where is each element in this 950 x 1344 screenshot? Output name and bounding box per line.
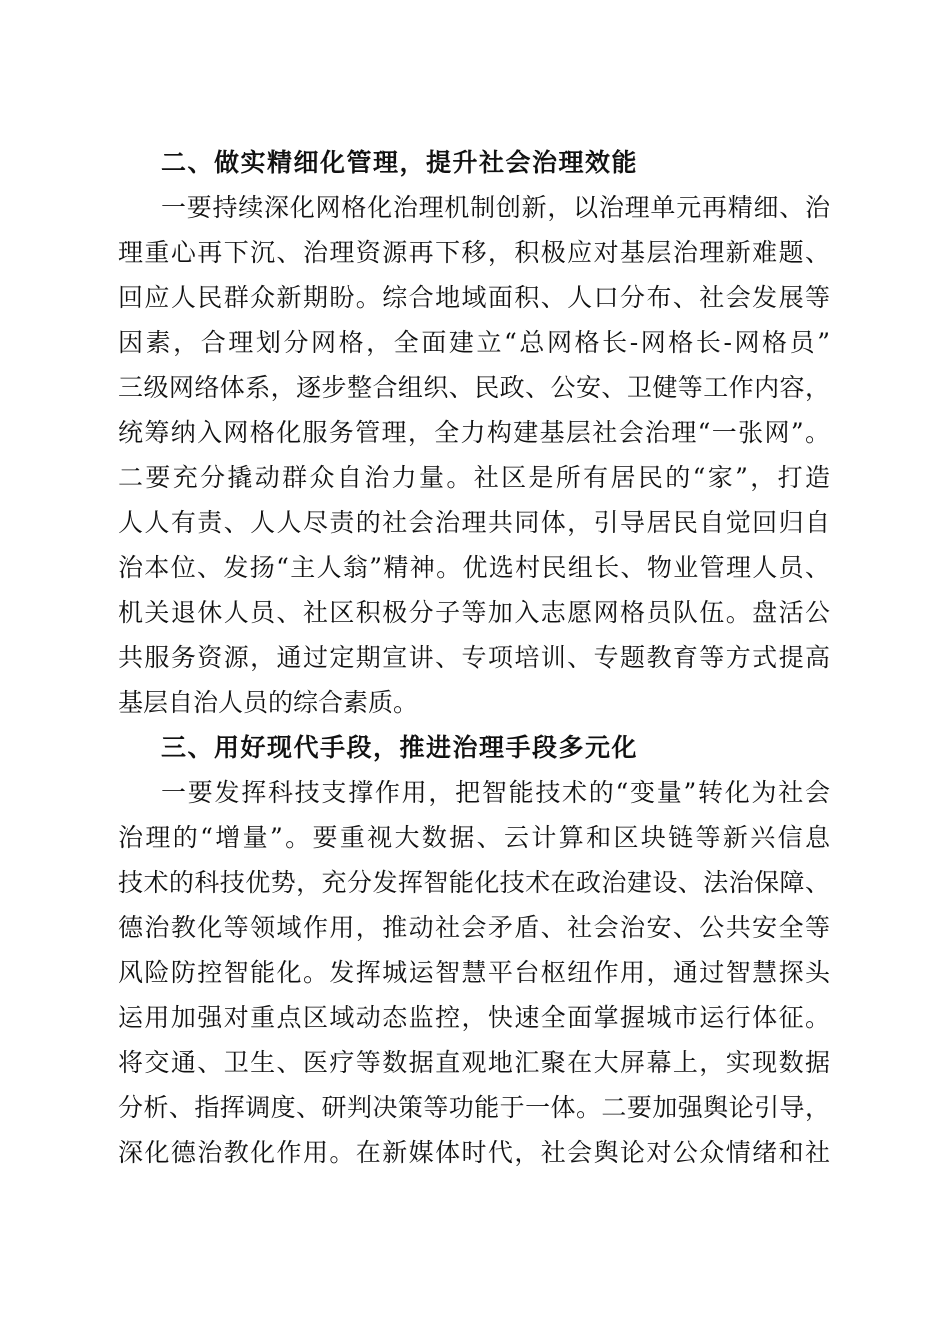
text-line: 理重心再下沉、治理资源再下移，积极应对基层治理新难题、 bbox=[118, 238, 830, 267]
text-line: 一要发挥科技支撑作用，把智能技术的“变量”转化为社会 bbox=[161, 778, 830, 807]
section-2-paragraph bbox=[118, 185, 830, 725]
text-line: 技术的科技优势，充分发挥智能化技术在政治建设、法治保障、 bbox=[118, 868, 830, 897]
text-line: 治理的“增量”。要重视大数据、云计算和区块链等新兴信息 bbox=[118, 823, 830, 852]
text-line: 三级网络体系，逐步整合组织、民政、公安、卫健等工作内容， bbox=[118, 373, 830, 402]
text-line: 人人有责、人人尽责的社会治理共同体，引导居民自觉回归自 bbox=[118, 508, 830, 537]
text-line: 治本位、发扬“主人翁”精神。优选村民组长、物业管理人员、 bbox=[118, 553, 830, 582]
text-line: 机关退休人员、社区积极分子等加入志愿网格员队伍。盘活公 bbox=[118, 598, 830, 627]
text-line: 运用加强对重点区域动态监控，快速全面掌握城市运行体征。 bbox=[118, 1003, 830, 1032]
text-line: 风险防控智能化。发挥城运智慧平台枢纽作用，通过智慧探头 bbox=[118, 958, 830, 987]
section-3-paragraph bbox=[118, 770, 830, 1175]
text-line: 回应人民群众新期盼。综合地域面积、人口分布、社会发展等 bbox=[118, 283, 830, 312]
text-line: 将交通、卫生、医疗等数据直观地汇聚在大屏幕上，实现数据 bbox=[118, 1048, 830, 1077]
section-heading-3: 三、用好现代手段，推进治理手段多元化 bbox=[161, 733, 639, 762]
document-body bbox=[118, 140, 830, 1175]
text-line: 德治教化等领域作用，推动社会矛盾、社会治安、公共安全等 bbox=[118, 913, 830, 942]
text-line: 因素，合理划分网格，全面建立“总网格长-网格长-网格员” bbox=[118, 328, 830, 357]
text-line: 分析、指挥调度、研判决策等功能于一体。二要加强舆论引导， bbox=[118, 1093, 830, 1122]
text-line: 二要充分撬动群众自治力量。社区是所有居民的“家”，打造 bbox=[118, 463, 830, 492]
text-line: 统筹纳入网格化服务管理，全力构建基层社会治理“一张网”。 bbox=[118, 418, 830, 447]
text-line: 基层自治人员的综合素质。 bbox=[118, 688, 419, 717]
section-heading-2: 二、做实精细化管理，提升社会治理效能 bbox=[161, 148, 639, 177]
text-line: 深化德治教化作用。在新媒体时代，社会舆论对公众情绪和社 bbox=[118, 1138, 830, 1167]
text-line: 一要持续深化网格化治理机制创新，以治理单元再精细、治 bbox=[161, 193, 830, 222]
text-line: 共服务资源，通过定期宣讲、专项培训、专题教育等方式提高 bbox=[118, 643, 830, 672]
